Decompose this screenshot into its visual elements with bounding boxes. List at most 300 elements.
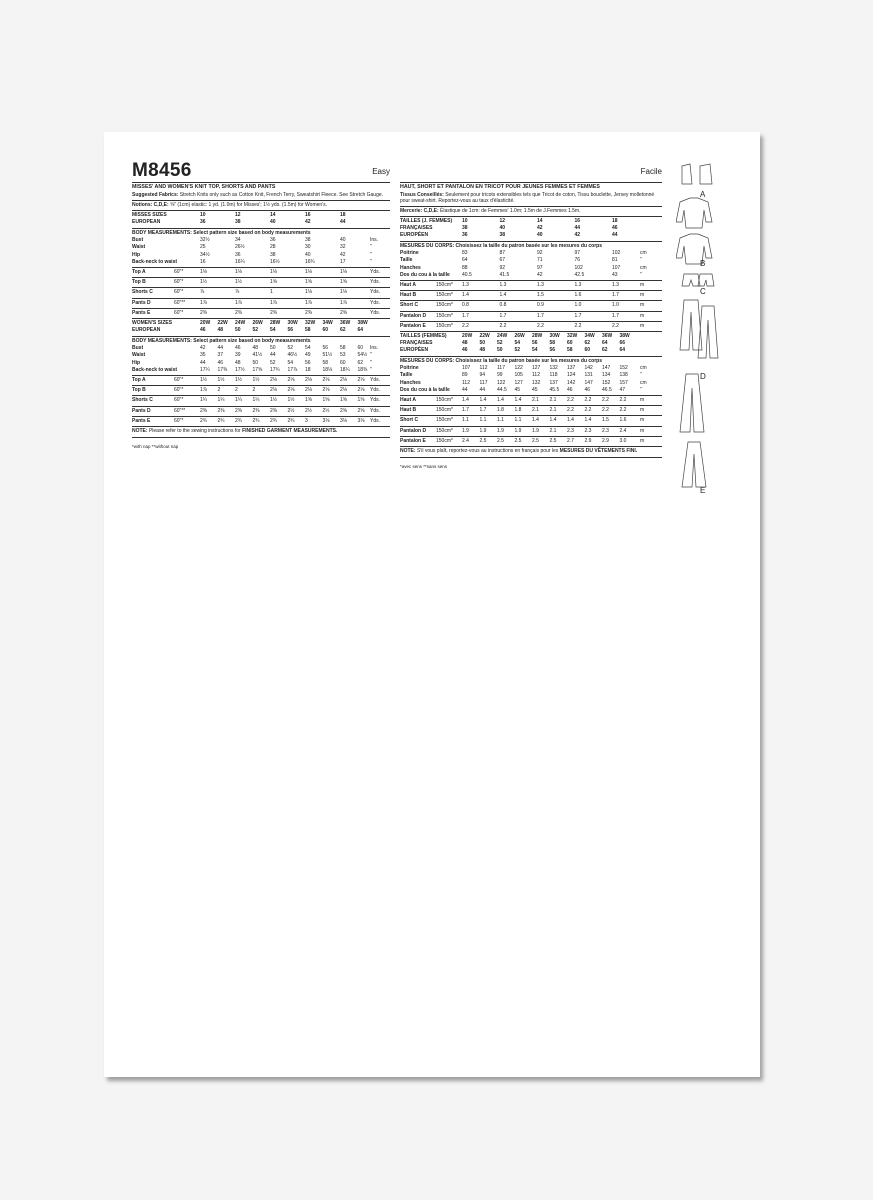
measurement-value: 132	[532, 379, 541, 386]
fabric-width: 150cm*	[436, 407, 453, 414]
yardage-value: 1⅝	[305, 397, 312, 404]
yardage-value: ⅞	[200, 289, 205, 296]
measurement-value: 40.5	[462, 271, 472, 278]
measurement-value: 76	[574, 257, 581, 264]
rule-line	[400, 280, 662, 281]
measurement-value: 42	[537, 271, 543, 278]
measurement-value: 17⅝	[252, 366, 263, 373]
measurement-value: 92	[537, 250, 543, 257]
yardage-value: 1.9	[497, 427, 504, 434]
size-value: 24W	[497, 333, 508, 339]
yardage-value: 1⅛	[235, 269, 242, 275]
yardage-value: 2.2	[584, 407, 592, 414]
yardage-value: 0.8	[499, 302, 507, 309]
view-yardage-label: Short C	[400, 417, 419, 424]
yardage-value: 1.4	[549, 417, 557, 424]
size-value: 52	[514, 347, 521, 353]
measurement-label: Poitrine	[400, 365, 419, 372]
fabric-width: 60"*	[174, 397, 184, 404]
size-value: 36	[462, 232, 468, 238]
notions-text: Élastique de 1cm: de Femmes' 1.0m; 1.5m de J.Femmes 1.5m.	[440, 208, 581, 214]
measurement-value: 99	[497, 372, 503, 379]
measurement-value: 26½	[235, 244, 245, 251]
measurement-value: 46.5	[602, 386, 612, 393]
difficulty-level: Easy	[372, 167, 390, 176]
view-yardage-label: Pants D	[132, 299, 151, 306]
measurement-value: 44	[479, 386, 486, 393]
body-measurements-title: BODY MEASUREMENTS: Select pattern size based on body measurements	[132, 338, 311, 344]
size-value: 42	[305, 219, 311, 225]
measurement-label: Poitrine	[400, 250, 419, 257]
yardage-value: 1.7	[499, 312, 507, 319]
rule-line	[132, 437, 390, 438]
yardage-value: 2.2	[537, 322, 544, 329]
measurement-value: 152	[619, 365, 628, 372]
yardage-value: 1⅞	[340, 299, 347, 306]
view-yardage-label: Pantalon D	[400, 312, 427, 319]
fabric-width: 60"*	[174, 309, 184, 316]
measurement-value: 102	[612, 250, 621, 257]
pattern-title: MISSES' AND WOMEN'S KNIT TOP, SHORTS AND PANTS	[132, 184, 276, 190]
yardage-value: 1½	[217, 377, 225, 383]
measurement-label: Dos du cou à la taille	[400, 386, 450, 393]
fabrics-label: Suggested Fabrics:	[132, 192, 179, 198]
size-row-label: EUROPEAN	[132, 219, 161, 225]
size-value: 48	[479, 347, 486, 353]
measurement-value: 16	[200, 258, 206, 265]
measurement-value: 48	[235, 359, 241, 366]
measurement-value: 44	[270, 352, 276, 359]
yardage-value: 2⅜	[270, 407, 277, 414]
size-value: 50	[235, 327, 241, 333]
yardage-value: 3⅛	[357, 417, 365, 424]
size-value: 32W	[567, 333, 578, 339]
yardage-value: 2	[235, 387, 238, 394]
rule-line	[132, 277, 390, 278]
unit-label: cm	[640, 379, 647, 386]
yardage-value: 2	[252, 387, 256, 394]
size-value: 54	[514, 340, 521, 346]
yardage-value: 2⅝	[340, 407, 347, 414]
yardage-value: 1⅞	[200, 387, 207, 394]
yardage-value: 1.4	[497, 397, 504, 403]
size-row-label: FRANÇAISES	[400, 340, 433, 346]
measurement-value: 40	[305, 251, 311, 258]
fabric-width: 150cm*	[436, 397, 453, 403]
size-value: 14	[537, 218, 543, 224]
yardage-value: 2.1	[532, 407, 539, 414]
fabric-width: 60"*	[174, 289, 184, 296]
yardage-value: 1.4	[584, 417, 592, 424]
rule-line	[400, 216, 662, 217]
rule-line	[132, 182, 390, 183]
note-bold: MESURES DU VÊTEMENTS FINI.	[559, 448, 638, 454]
measurement-value: 45.5	[549, 386, 560, 393]
yardage-value: 2⅜	[340, 309, 347, 316]
rule-line	[132, 298, 390, 299]
measurement-value: 107	[462, 365, 471, 372]
yardage-value: 1⅛	[305, 269, 312, 275]
size-value: 48	[462, 340, 468, 346]
size-value: 42	[537, 225, 543, 231]
rule-line	[132, 406, 390, 407]
unit-label: "	[640, 372, 642, 379]
yardage-value: 1.9	[479, 427, 487, 434]
yardage-value: 1⅞	[305, 299, 312, 306]
measurement-value: 58	[322, 359, 329, 366]
yardage-value: 2.4	[619, 427, 627, 434]
yardage-value: 2.2	[567, 397, 574, 403]
view-e-sketch	[680, 374, 706, 487]
rule-line	[400, 415, 662, 416]
yardage-value: 2.1	[549, 407, 557, 414]
measurement-label: Taille	[400, 372, 413, 379]
rule-line	[132, 395, 390, 396]
rule-line	[400, 182, 662, 183]
measurement-value: 107	[612, 264, 621, 271]
note-text: Please refer to the sewing instructions for	[148, 428, 241, 434]
measurement-label: Bust	[132, 345, 144, 352]
view-yardage-label: Pants E	[132, 417, 151, 424]
yardage-value: 2.5	[514, 437, 522, 444]
view-yardage-label: Pantalon D	[400, 427, 427, 434]
measurement-value: 64	[462, 257, 468, 264]
unit-label: "	[370, 352, 372, 359]
measurement-value: 32½	[200, 237, 210, 244]
yardage-value: 1¼	[217, 397, 225, 404]
yardage-value: 1.4	[499, 292, 507, 299]
rule-line	[132, 228, 390, 229]
yardage-value: 1½	[252, 377, 260, 383]
measurement-value: 30	[305, 244, 311, 251]
measurement-value: 46	[584, 386, 591, 393]
measurement-value: 48	[252, 345, 259, 352]
yardage-value: 2⅜	[235, 407, 242, 414]
view-yardage-label: Pants E	[132, 309, 151, 316]
size-value: 52	[252, 327, 259, 333]
measurement-value: 43	[612, 271, 618, 278]
measurement-value: 47	[619, 386, 626, 393]
yardage-value: 2⅜	[200, 309, 207, 316]
measurement-value: 71	[537, 257, 543, 264]
pattern-number: M8456	[132, 160, 192, 181]
fabric-width: 60"**	[174, 407, 186, 414]
yardage-value: 3	[305, 417, 308, 424]
unit-label: "	[370, 258, 372, 265]
size-value: 58	[567, 347, 573, 353]
yardage-value: 2⅛	[287, 387, 295, 394]
yardage-value: 1.7	[479, 407, 487, 414]
measurement-label: Waist	[132, 352, 146, 359]
unit-label: "	[640, 386, 642, 393]
measurement-value: 87	[499, 250, 506, 257]
size-value: 50	[479, 340, 486, 346]
view-label-a: A	[700, 190, 706, 199]
yardage-value: 1⅛	[270, 269, 277, 275]
measurement-value: 37	[217, 352, 224, 359]
fabric-width: 150cm*	[436, 417, 453, 424]
view-yardage-label: Top B	[132, 279, 146, 286]
measurement-value: 122	[514, 365, 523, 372]
yardage-value: 3⅛	[322, 417, 330, 424]
size-value: 62	[584, 340, 591, 346]
measurement-value: 46	[235, 345, 241, 352]
measurement-value: 147	[602, 365, 611, 372]
measurement-value: 134	[602, 372, 611, 379]
fabric-width: 60"*	[174, 279, 184, 286]
measurement-value: 147	[584, 379, 593, 386]
size-value: 58	[305, 327, 311, 333]
yardage-value: 2¾	[287, 417, 295, 424]
measurement-value: 105	[514, 372, 523, 379]
measurement-value: 17¼	[200, 366, 210, 373]
difficulty-level: Facile	[640, 167, 662, 176]
yardage-value: 1.9	[514, 427, 522, 434]
garment-sketches	[676, 162, 756, 502]
view-label-b: B	[700, 259, 706, 268]
measurement-value: 97	[574, 250, 581, 257]
unit-label: m	[640, 427, 645, 434]
yardage-value: 1½	[287, 397, 295, 404]
measurement-label: Hip	[132, 359, 141, 366]
size-value: 22W	[217, 320, 228, 326]
yardage-value: 1½	[235, 377, 242, 383]
yardage-value: 1.3	[574, 282, 582, 288]
measurement-value: 44	[462, 386, 468, 393]
size-value: 50	[497, 347, 503, 353]
rule-line	[132, 385, 390, 386]
unit-label: m	[640, 397, 645, 403]
measurement-value: 137	[567, 365, 576, 372]
measurement-value: 89	[462, 372, 468, 379]
size-value: 38W	[619, 333, 630, 339]
size-row-label: EUROPÉEN	[400, 232, 429, 238]
rule-line	[400, 436, 662, 437]
yardage-value: 2⅛	[322, 377, 330, 383]
yardage-value: 1.3	[499, 282, 507, 288]
measurement-value: 83	[462, 250, 468, 257]
measurement-label: Hip	[132, 251, 141, 258]
measurement-value: 118	[549, 372, 558, 379]
measurement-value: 132	[549, 365, 558, 372]
yardage-value: 1⅞	[200, 299, 207, 306]
yardage-value: 1.1	[497, 417, 504, 424]
yardage-value: 2⅛	[357, 377, 365, 383]
size-value: 20W	[462, 333, 473, 339]
rule-line	[132, 210, 390, 211]
size-row-label: EUROPEAN	[132, 327, 161, 333]
unit-label: m	[640, 292, 645, 299]
unit-label: Ins.	[370, 237, 379, 244]
measurement-value: 56	[305, 359, 311, 366]
size-row-label: MISSES SIZES	[132, 212, 167, 218]
measurement-value: 127	[532, 365, 541, 372]
view-yardage-label: Top A	[132, 377, 146, 383]
size-value: 36W	[602, 333, 613, 339]
measurement-value: 67	[499, 257, 506, 264]
yardage-value: 2.2	[584, 397, 592, 403]
yardage-value: 2.3	[602, 427, 609, 434]
yardage-value: 2⅛	[270, 377, 277, 383]
yardage-value: 0.8	[462, 302, 469, 309]
size-value: 46	[462, 347, 468, 353]
measurement-value: 142	[584, 365, 593, 372]
yardage-value: 1.6	[619, 417, 627, 424]
measurement-value: 34½	[200, 251, 210, 258]
rule-line	[400, 311, 662, 312]
rule-line	[400, 446, 662, 447]
fabric-width: 60"*	[174, 387, 184, 394]
size-value: 12	[235, 212, 241, 218]
yardage-value: 2¾	[217, 417, 225, 424]
yardage-value: 1.4	[462, 292, 469, 299]
unit-label: Yds.	[370, 417, 381, 424]
yardage-value: 1.7	[574, 312, 582, 319]
measurement-value: 38	[305, 237, 311, 244]
yardage-value: 1⅞	[270, 299, 277, 306]
rule-line	[132, 336, 390, 337]
measurement-label: Waist	[132, 244, 146, 251]
yardage-value: 2.5	[497, 437, 504, 444]
size-value: 38W	[357, 320, 368, 326]
rule-line	[400, 426, 662, 427]
measurement-value: 38	[270, 251, 276, 258]
size-value: 40	[499, 225, 506, 231]
yardage-value: 1.4	[567, 417, 574, 424]
size-value: 54	[532, 347, 538, 353]
yardage-value: 1¼	[200, 397, 207, 404]
view-c-sketch	[682, 274, 714, 286]
measurement-label: Taille	[400, 257, 413, 264]
unit-label: "	[640, 271, 642, 278]
yardage-value: 2.1	[532, 397, 539, 403]
measurement-value: 97	[537, 264, 543, 271]
measurement-value: 34	[235, 237, 241, 244]
fabric-width: 150cm*	[436, 292, 453, 299]
measurement-value: 112	[462, 379, 470, 386]
size-value: 40	[537, 232, 543, 238]
yardage-value: 1¼	[252, 397, 260, 404]
measurement-value: 41½	[252, 352, 263, 359]
measurement-value: 131	[584, 372, 593, 379]
measurement-value: 58	[340, 345, 346, 352]
yardage-value: 1¼	[235, 397, 242, 404]
yardage-value: 2⅜	[305, 309, 312, 316]
notions	[400, 208, 580, 215]
yardage-value: 2.2	[619, 397, 627, 403]
measurement-value: 36	[235, 251, 241, 258]
yardage-value: 1½	[200, 377, 207, 383]
notions	[132, 202, 327, 209]
yardage-value: 2⅜	[235, 309, 242, 316]
view-label-d: D	[700, 372, 706, 381]
measurement-value: 42	[200, 345, 206, 352]
unit-label: Yds.	[370, 407, 381, 414]
rule-line	[400, 321, 662, 322]
yardage-value: 1	[270, 289, 273, 296]
size-value: 14	[270, 212, 276, 218]
size-value: 40	[270, 219, 276, 225]
size-value: 10	[200, 212, 206, 218]
fabric-width: 60"*	[174, 417, 184, 424]
size-value: 24W	[235, 320, 246, 326]
view-yardage-label: Top B	[132, 387, 146, 394]
note	[132, 428, 337, 435]
yardage-value: 2¾	[252, 417, 260, 424]
size-value: 18	[340, 212, 346, 218]
measurement-label: Hanches	[400, 264, 421, 271]
yardage-value: 1.9	[462, 427, 469, 434]
rule-line	[132, 267, 390, 268]
yardage-value: 2⅝	[357, 407, 365, 414]
fabric-width: 150cm*	[436, 427, 453, 434]
size-value: 60	[322, 327, 329, 333]
size-value: 44	[340, 219, 346, 225]
fabric-width: 150cm*	[436, 302, 453, 309]
yardage-value: 2	[217, 387, 221, 394]
yardage-value: 2.5	[532, 437, 539, 444]
size-value: 26W	[514, 333, 525, 339]
measurement-value: 52	[287, 345, 294, 352]
fabric-width: 150cm*	[436, 312, 453, 319]
yardage-value: 2⅛	[340, 387, 347, 394]
size-value: 38	[462, 225, 468, 231]
measurement-value: 16¾	[305, 258, 315, 265]
unit-label: Ins.	[370, 345, 379, 352]
measurement-value: 28	[270, 244, 276, 251]
view-yardage-label: Haut B	[400, 292, 417, 299]
size-value: 34W	[322, 320, 333, 326]
measurement-value: 92	[499, 264, 506, 271]
column-header	[132, 160, 390, 182]
measurement-value: 53	[340, 352, 346, 359]
size-value: 44	[612, 232, 618, 238]
unit-label: m	[640, 407, 645, 414]
measurement-value: 42.5	[574, 271, 585, 278]
fabric-width: 60"**	[174, 299, 186, 306]
measurement-value: 18⅜	[357, 366, 368, 373]
measurement-value: 45	[532, 386, 538, 393]
measurement-value: 152	[602, 379, 611, 386]
fabric-width: 150cm*	[436, 322, 453, 329]
rule-line	[132, 200, 390, 201]
measurement-value: 46	[217, 359, 224, 366]
size-value: 30W	[287, 320, 298, 326]
body-measurements-title: MESURES DU CORPS: Choisissez la taille du patron basée sur les mesures du corps	[400, 358, 603, 364]
measurement-value: 18¼	[340, 366, 350, 373]
measurement-value: 18	[305, 366, 311, 373]
measurement-value: 16¼	[235, 258, 245, 265]
size-value: 28W	[270, 320, 281, 326]
measurement-value: 60	[357, 345, 364, 352]
rule-line	[132, 375, 390, 376]
view-yardage-label: Short C	[400, 302, 419, 309]
yardage-value: 2½	[305, 407, 312, 414]
fabrics-label: Tissus Conseillés:	[400, 192, 444, 198]
yardage-value: 2.2	[602, 407, 609, 414]
measurement-value: 45	[514, 386, 521, 393]
size-value: 34W	[584, 333, 595, 339]
measurement-value: 112	[532, 372, 540, 379]
yardage-value: 2.3	[567, 427, 574, 434]
unit-label: cm	[640, 365, 647, 372]
yardage-value: 2½	[322, 407, 330, 414]
size-value: 20W	[200, 320, 211, 326]
yardage-value: 2.2	[462, 322, 469, 329]
measurement-value: 44	[217, 345, 224, 352]
yardage-value: 1.4	[462, 397, 469, 403]
measurement-label: Hanches	[400, 379, 421, 386]
